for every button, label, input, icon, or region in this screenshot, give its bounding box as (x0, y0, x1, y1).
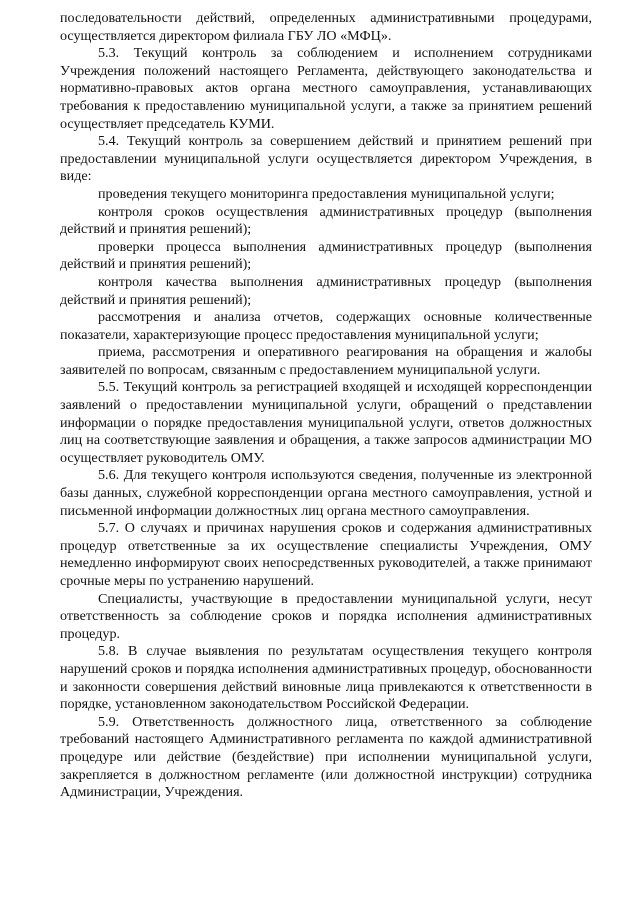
paragraph-5-5: 5.5. Текущий контроль за регистрацией входящей и исходящей корреспонденции заявлений о предоставлении муниципальной услуги, обращений о представлении информации о порядке предоставления муниципальной услуги, ответов должностных лиц на соответствующие заявления и обращения, а также запросов администрации МО осуществляет руководитель ОМУ. (60, 379, 592, 466)
paragraph-5-3: 5.3. Текущий контроль за соблюдением и исполнением сотрудниками Учреждения положений настоящего Регламента, действующего законодательства и нормативно-правовых актов органа местного самоуправления, устанавливающих требования к предоставлению муниципальной услуги, а также за принятием решений осуществляет председатель КУМИ. (60, 45, 592, 132)
paragraph-5-6: 5.6. Для текущего контроля используются сведения, полученные из электронной базы данных, служебной корреспонденции органа местного самоуправления, устной и письменной информации должностных лиц органа местного самоуправления. (60, 467, 592, 519)
paragraph: Специалисты, участвующие в предоставлении муниципальной услуги, несут ответственность за соблюдение сроков и порядка исполнения административных процедур. (60, 590, 592, 642)
page-number-cutoff (0, 899, 640, 905)
paragraph: последовательности действий, определенных административными процедурами, осуществляется директором филиала ГБУ ЛО «МФЦ». (60, 10, 592, 44)
list-item: рассмотрения и анализа отчетов, содержащих основные количественные показатели, характеризующие процесс предоставления муниципальной услуги; (60, 309, 592, 343)
paragraph-5-4: 5.4. Текущий контроль за совершением действий и принятием решений при предоставлении муниципальной услуги осуществляется директором Учреждения, в виде: (60, 133, 592, 185)
paragraph-5-8: 5.8. В случае выявления по результатам осуществления текущего контроля нарушений сроков и порядка исполнения административных процедур, обоснованности и законности совершения действий виновные лица привлекаются к ответственности в порядке, установленном законодательством Российской Федерации. (60, 643, 592, 713)
paragraph-5-7: 5.7. О случаях и причинах нарушения сроков и содержания административных процедур ответственные за их осуществление специалисты Учреждения, ОМУ немедленно информируют своих непосредственных руководителей, а также принимают срочные меры по устранению нарушений. (60, 520, 592, 589)
paragraph-5-9: 5.9. Ответственность должностного лица, ответственного за соблюдение требований настоящего Административного регламента по каждой административной процедуре или действие (бездействие) при исполнении муниципальной услуги, закрепляется в должностном регламенте (или должностной инструкции) сотрудника Администрации, Учреждения. (60, 713, 592, 801)
document-body (60, 10, 592, 802)
list-item: проверки процесса выполнения административных процедур (выполнения действий и принятия решений); (60, 238, 592, 273)
list-item: приема, рассмотрения и оперативного реагирования на обращения и жалобы заявителей по вопросам, связанным с предоставлением муниципальной услуги. (60, 344, 592, 378)
list-item: проведения текущего мониторинга предоставления муниципальной услуги; (98, 185, 555, 202)
list-item: контроля сроков осуществления административных процедур (выполнения действий и принятия решений); (60, 203, 592, 238)
list-item: контроля качества выполнения административных процедур (выполнения действий и принятия решений); (60, 273, 592, 308)
